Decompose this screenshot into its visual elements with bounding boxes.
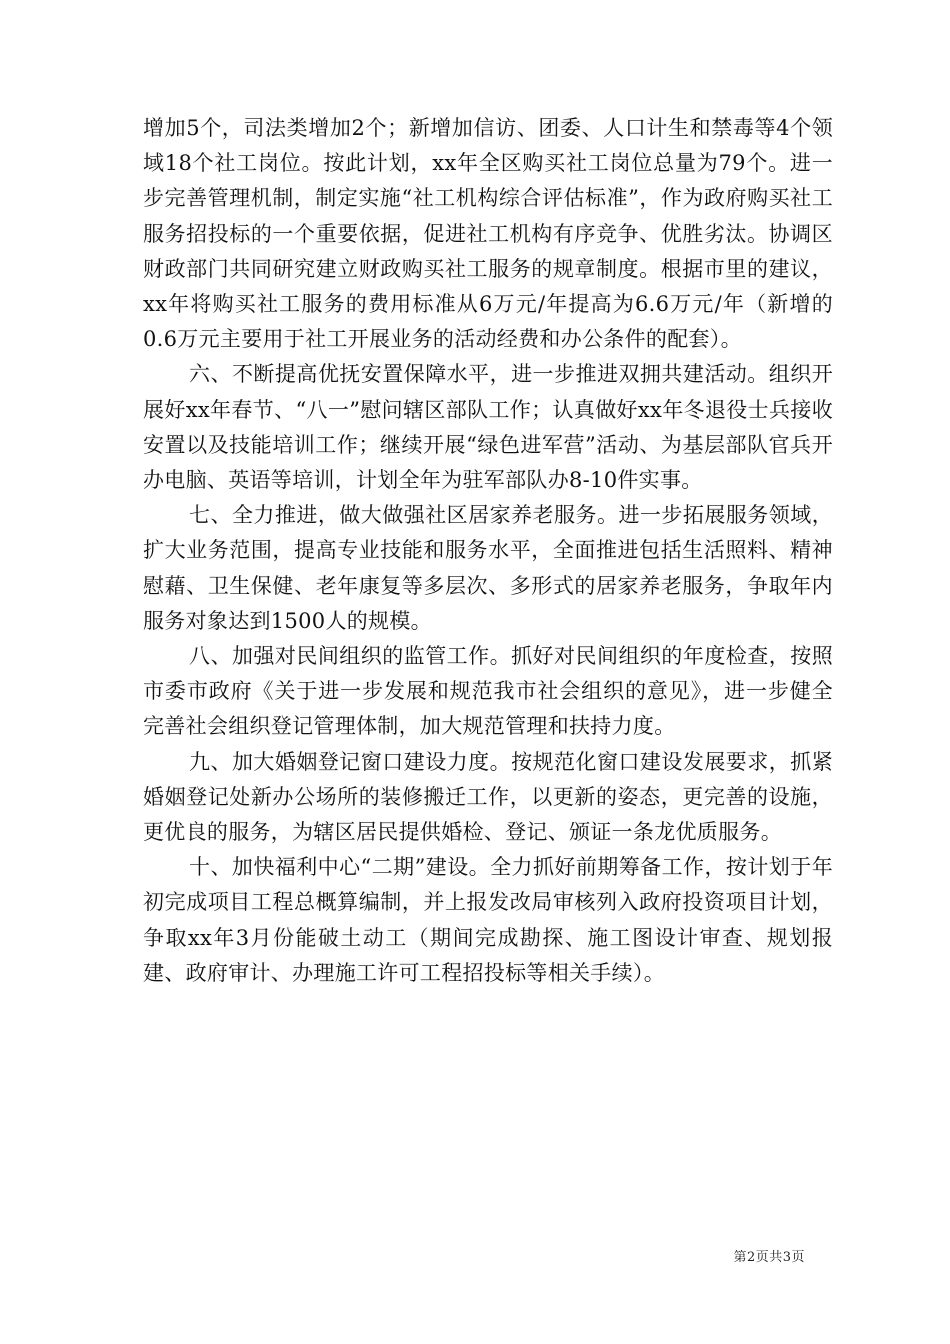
paragraph-item-6: 六、不断提高优抚安置保障水平，进一步推进双拥共建活动。组织开展好xx年春节、“八一”慰问辖区部队工作；认真做好xx年冬退役士兵接收安置以及技能培训工作；继续开展“绿色进军营”活动、为基层部队官兵开办电脑、英语等培训，计划全年为驻军部队办8-10件实事。 — [143, 362, 833, 493]
paragraph-item-9: 九、加大婚姻登记窗口建设力度。按规范化窗口建设发展要求，抓紧婚姻登记处新办公场所的装修搬迁工作，以更新的姿态，更完善的设施，更优良的服务，为辖区居民提供婚检、登记、颁证一条龙优质服务。 — [143, 749, 833, 845]
paragraph-item-10: 十、加快福利中心“二期”建设。全力抓好前期筹备工作，按计划于年初完成项目工程总概算编制，并上报发改局审核列入政府投资项目计划，争取xx年3月份能破土动工（期间完成勘探、施工图设计审查、规划报建、政府审计、办理施工许可工程招投标等相关手续）。 — [143, 855, 833, 985]
paragraph-continuation: 增加5个，司法类增加2个；新增加信访、团委、人口计生和禁毒等4个领域18个社工岗位。按此计划，xx年全区购买社工岗位总量为79个。进一步完善管理机制，制定实施“社工机构综合评估标准”，作为政府购买社工服务招投标的一个重要依据，促进社工机构有序竞争、优胜劣汰。协调区财政部门共同研究建立财政购买社工服务的规章制度。根据市里的建议，xx年将购买社工服务的费用标准从6万元/年提高为6.6万元/年（新增的0.6万元主要用于社工开展业务的活动经费和办公条件的配套）。 — [143, 116, 833, 352]
paragraph-item-7: 七、全力推进，做大做强社区居家养老服务。进一步拓展服务领域，扩大业务范围，提高专业技能和服务水平，全面推进包括生活照料、精神慰藉、卫生保健、老年康复等多层次、多形式的居家养老服务，争取年内服务对象达到1500人的规模。 — [143, 503, 833, 633]
paragraph-item-8: 八、加强对民间组织的监管工作。抓好对民间组织的年度检查，按照市委市政府《关于进一步发展和规范我市社会组织的意见》，进一步健全完善社会组织登记管理体制，加大规范管理和扶持力度。 — [143, 644, 833, 739]
page-number-footer: 第2页共3页 — [733, 1250, 805, 1265]
document-body — [143, 111, 833, 991]
